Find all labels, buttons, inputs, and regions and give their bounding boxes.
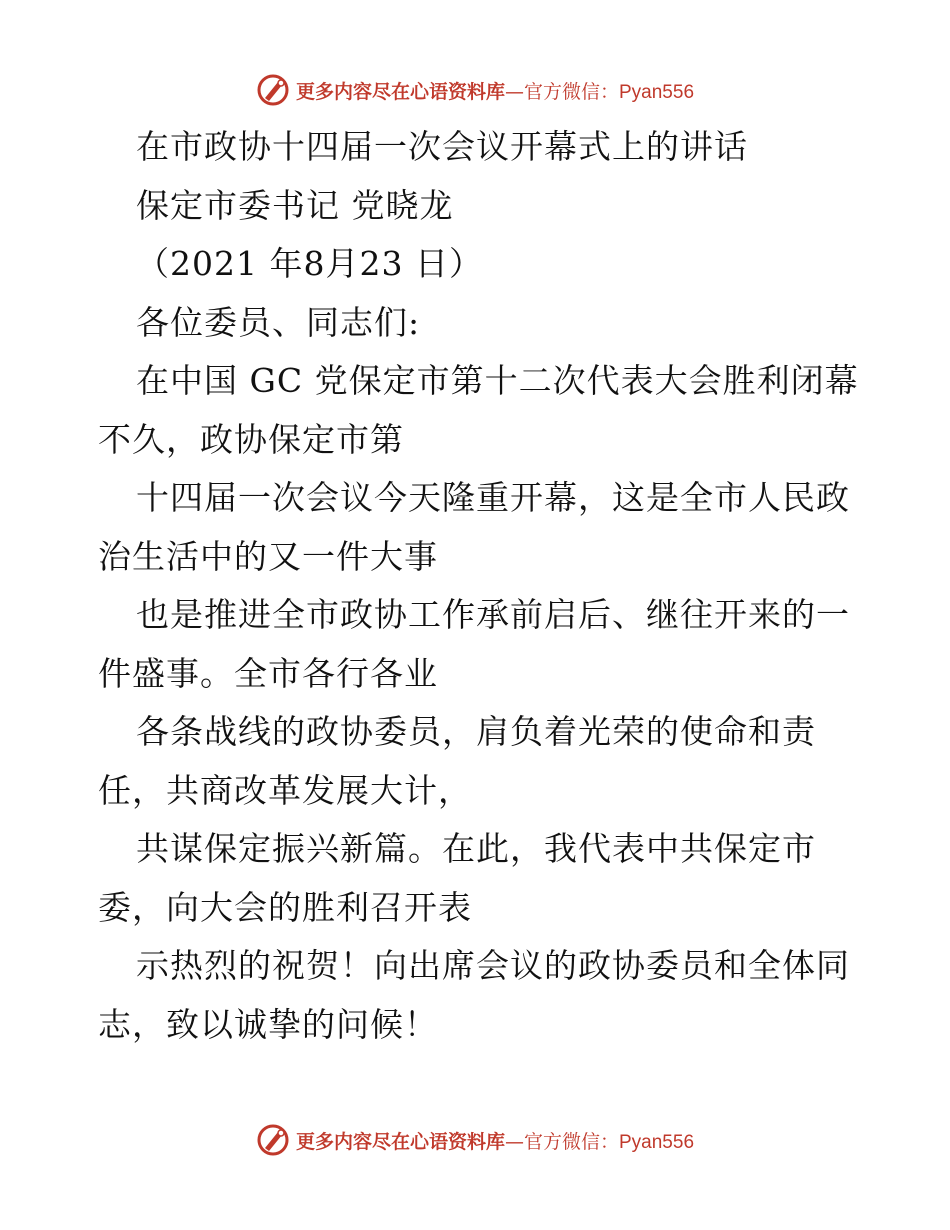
text-line: 十四届一次会议今天隆重开幕，这是全市人民政 [136, 478, 850, 517]
watermark-site: 更多内容尽在心语资料库 [295, 80, 505, 103]
text-line: 各位委员、同志们: [136, 302, 421, 342]
text-line: 共谋保定振兴新篇。在此，我代表中共保定市 [136, 829, 816, 868]
text-line: 委，向大会的胜利召开表 [98, 887, 472, 927]
watermark-wechat-id: Pyan556 [619, 1131, 695, 1153]
watermark-wechat-label: 官方微信： [523, 80, 619, 103]
watermark-separator: — [504, 1130, 524, 1153]
text-line: 件盛事。全市各行各业 [98, 653, 438, 693]
header-watermark [0, 70, 950, 110]
text-line: 治生活中的又一件大事 [98, 536, 438, 576]
text-line: 在中国 GC 党保定市第十二次代表大会胜利闭幕 [136, 361, 859, 400]
watermark-wechat-label: 官方微信： [523, 1130, 619, 1153]
watermark-separator: — [504, 80, 524, 103]
watermark-site: 更多内容尽在心语资料库 [295, 1130, 505, 1153]
pen-circle-logo-icon [256, 1123, 290, 1157]
text-line: （2021 年8月23 日） [136, 244, 483, 283]
watermark-text [296, 1127, 694, 1154]
text-line: 示热烈的祝贺！向出席会议的政协委员和全体同 [136, 946, 850, 985]
text-line: 不久，政协保定市第 [98, 419, 404, 459]
text-line: 保定市委书记 党晓龙 [136, 185, 454, 225]
text-line: 志，致以诚挚的问候！ [98, 1004, 438, 1044]
document-body [98, 118, 858, 1054]
watermark-wechat-id: Pyan556 [619, 81, 695, 103]
watermark-text [296, 77, 694, 104]
text-line: 在市政协十四届一次会议开幕式上的讲话 [136, 127, 748, 166]
text-line: 也是推进全市政协工作承前启后、继往开来的一 [136, 595, 850, 634]
text-line: 各条战线的政协委员，肩负着光荣的使命和责 [136, 712, 816, 751]
pen-circle-logo-icon [256, 73, 290, 107]
footer-watermark [0, 1120, 950, 1160]
text-line: 任，共商改革发展大计， [98, 770, 472, 810]
